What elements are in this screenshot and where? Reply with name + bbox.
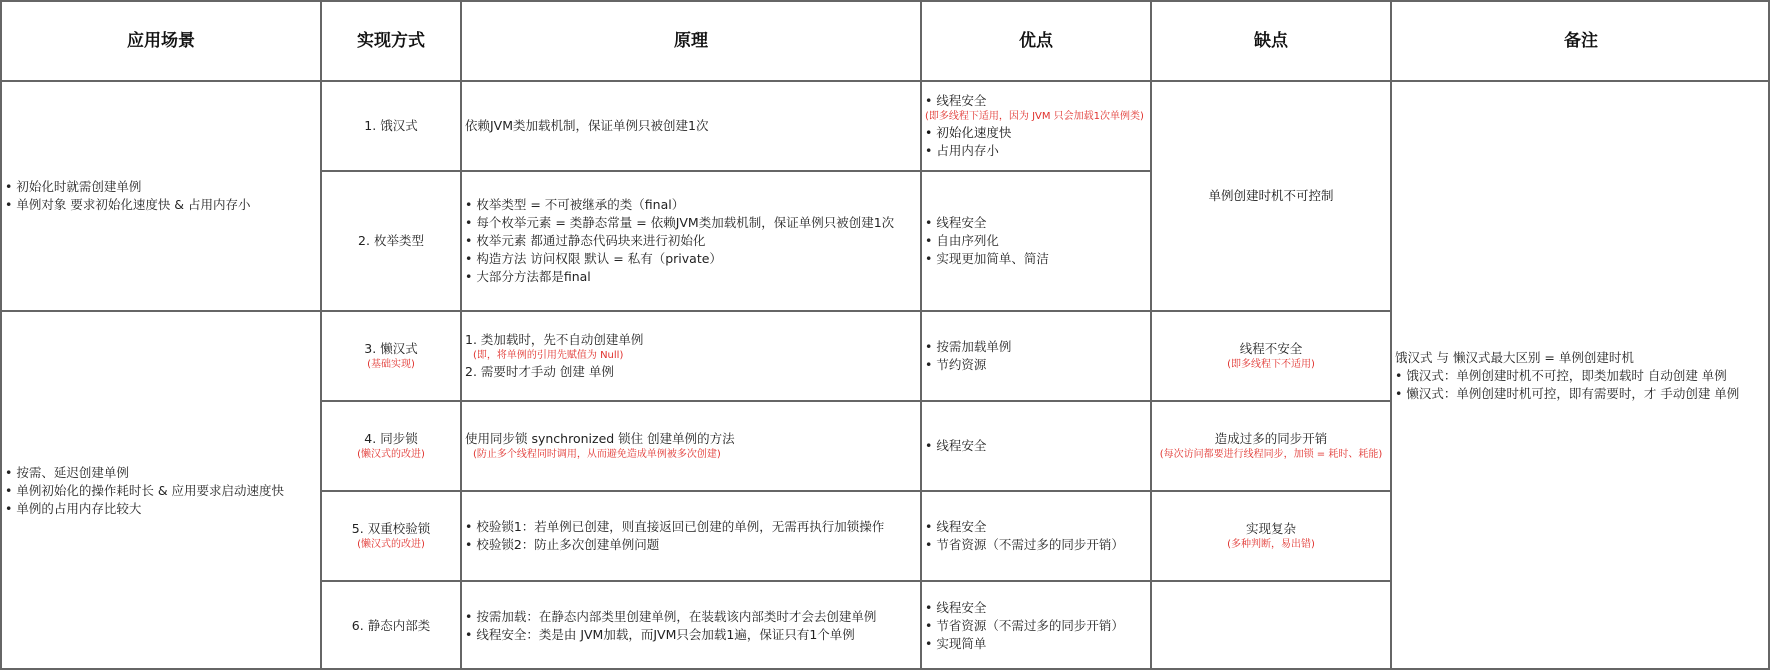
method-eager: [320, 80, 460, 170]
pros-item: • 实现更加简单、简洁: [925, 251, 1049, 266]
principle-double-check: [460, 490, 920, 580]
principle-line: • 每个枚举元素 = 类静态常量 = 依赖JVM类加载机制，保证单例只被创建1次: [465, 215, 895, 230]
method-static-inner: [320, 580, 460, 670]
header-cons: 缺点: [1150, 0, 1390, 80]
method-double-check: [320, 490, 460, 580]
cons-text: 实现复杂: [1245, 521, 1296, 536]
header-method: 实现方式: [320, 0, 460, 80]
pros-note: (即多线程下适用，因为 JVM 只会加载1次单例类): [925, 111, 1144, 122]
pros-item: • 线程安全: [925, 600, 987, 615]
scenario-lazy: [0, 310, 320, 670]
principle-lazy: [460, 310, 920, 400]
pros-item: • 线程安全: [925, 215, 987, 230]
cons-text: 线程不安全: [1239, 341, 1303, 356]
pros-item: • 自由序列化: [925, 233, 999, 248]
method-label: 1. 饿汉式: [364, 118, 418, 133]
method-note: (懒汉式的改进): [357, 449, 425, 460]
header-principle: 原理: [460, 0, 920, 80]
header-remarks: 备注: [1390, 0, 1770, 80]
scenario-line: • 按需、延迟创建单例: [5, 465, 129, 480]
method-label: 4. 同步锁: [364, 431, 418, 446]
pros-item: • 节约资源: [925, 357, 987, 372]
principle-line: • 枚举元素 都通过静态代码块来进行初始化: [465, 233, 706, 248]
principle-line: • 校验锁2：防止多次创建单例问题: [465, 537, 660, 552]
principle-eager: [460, 80, 920, 170]
remarks: [1390, 80, 1770, 670]
pros-item: • 实现简单: [925, 636, 987, 651]
method-label: 2. 枚举类型: [358, 233, 424, 248]
principle-note: (即，将单例的引用先赋值为 Null): [473, 350, 624, 361]
pros-item: • 线程安全: [925, 438, 987, 453]
principle-line: • 枚举类型 = 不可被继承的类（final）: [465, 197, 685, 212]
scenario-line: • 单例对象 要求初始化速度快 & 占用内存小: [5, 197, 251, 212]
principle-sync: [460, 400, 920, 490]
pros-enum: [920, 170, 1150, 310]
pros-item: • 按需加载单例: [925, 339, 1012, 354]
method-note: (基础实现): [367, 359, 415, 370]
method-sync: [320, 400, 460, 490]
cons-lazy: [1150, 310, 1390, 400]
principle-line: 2. 需要时才手动 创建 单例: [465, 364, 614, 379]
pros-lazy: [920, 310, 1150, 400]
pros-static-inner: [920, 580, 1150, 670]
header-scenario: 应用场景: [0, 0, 320, 80]
pros-item: • 节省资源（不需过多的同步开销）: [925, 618, 1124, 633]
method-label: 6. 静态内部类: [351, 618, 431, 633]
principle-line: 1. 类加载时，先不自动创建单例: [465, 332, 644, 347]
scenario-eager: [0, 80, 320, 310]
pros-eager: [920, 80, 1150, 170]
remarks-line: 饿汉式 与 懒汉式最大区别 = 单例创建时机: [1395, 350, 1634, 365]
cons-note: (每次访问都要进行线程同步，加锁 = 耗时、耗能): [1159, 449, 1383, 460]
method-note: (懒汉式的改进): [357, 539, 425, 550]
cons-note: (多种判断，易出错): [1227, 539, 1315, 550]
principle-line: • 大部分方法都是final: [465, 269, 591, 284]
scenario-line: • 单例的占用内存比较大: [5, 501, 142, 516]
scenario-line: • 单例初始化的操作耗时长 & 应用要求启动速度快: [5, 483, 285, 498]
scenario-line: • 初始化时就需创建单例: [5, 179, 142, 194]
cons-text: 造成过多的同步开销: [1214, 431, 1328, 446]
principle-line: 使用同步锁 synchronized 锁住 创建单例的方法: [465, 431, 735, 446]
pros-item: • 线程安全: [925, 519, 987, 534]
principle-line: • 按需加载：在静态内部类里创建单例，在装载该内部类时才会去创建单例: [465, 609, 877, 624]
cons-eager: [1150, 80, 1390, 310]
method-label: 3. 懒汉式: [364, 341, 418, 356]
cons-note: (即多线程下不适用): [1227, 359, 1315, 370]
cons-sync: [1150, 400, 1390, 490]
pros-item: • 占用内存小: [925, 143, 999, 158]
principle-line: • 校验锁1：若单例已创建，则直接返回已创建的单例，无需再执行加锁操作: [465, 519, 885, 534]
header-pros: 优点: [920, 0, 1150, 80]
pros-item: • 初始化速度快: [925, 125, 1012, 140]
principle-note: (防止多个线程同时调用，从而避免造成单例被多次创建): [473, 449, 721, 460]
pros-item: • 节省资源（不需过多的同步开销）: [925, 537, 1124, 552]
method-lazy: [320, 310, 460, 400]
principle-enum: [460, 170, 920, 310]
principle-line: • 构造方法 访问权限 默认 = 私有（private）: [465, 251, 722, 266]
principle-text: 依赖JVM类加载机制，保证单例只被创建1次: [465, 118, 709, 133]
cons-static-inner: [1150, 580, 1390, 670]
method-label: 5. 双重校验锁: [351, 521, 431, 536]
principle-static-inner: [460, 580, 920, 670]
cons-text: 单例创建时机不可控制: [1208, 188, 1334, 203]
pros-sync: [920, 400, 1150, 490]
pros-double-check: [920, 490, 1150, 580]
method-enum: [320, 170, 460, 310]
remarks-line: • 饿汉式：单例创建时机不可控，即类加载时 自动创建 单例: [1395, 368, 1727, 383]
cons-double-check: [1150, 490, 1390, 580]
principle-line: • 线程安全：类是由 JVM加载，而JVM只会加载1遍，保证只有1个单例: [465, 627, 855, 642]
pros-item: • 线程安全: [925, 93, 987, 108]
remarks-line: • 懒汉式：单例创建时机可控，即有需要时，才 手动创建 单例: [1395, 386, 1740, 401]
